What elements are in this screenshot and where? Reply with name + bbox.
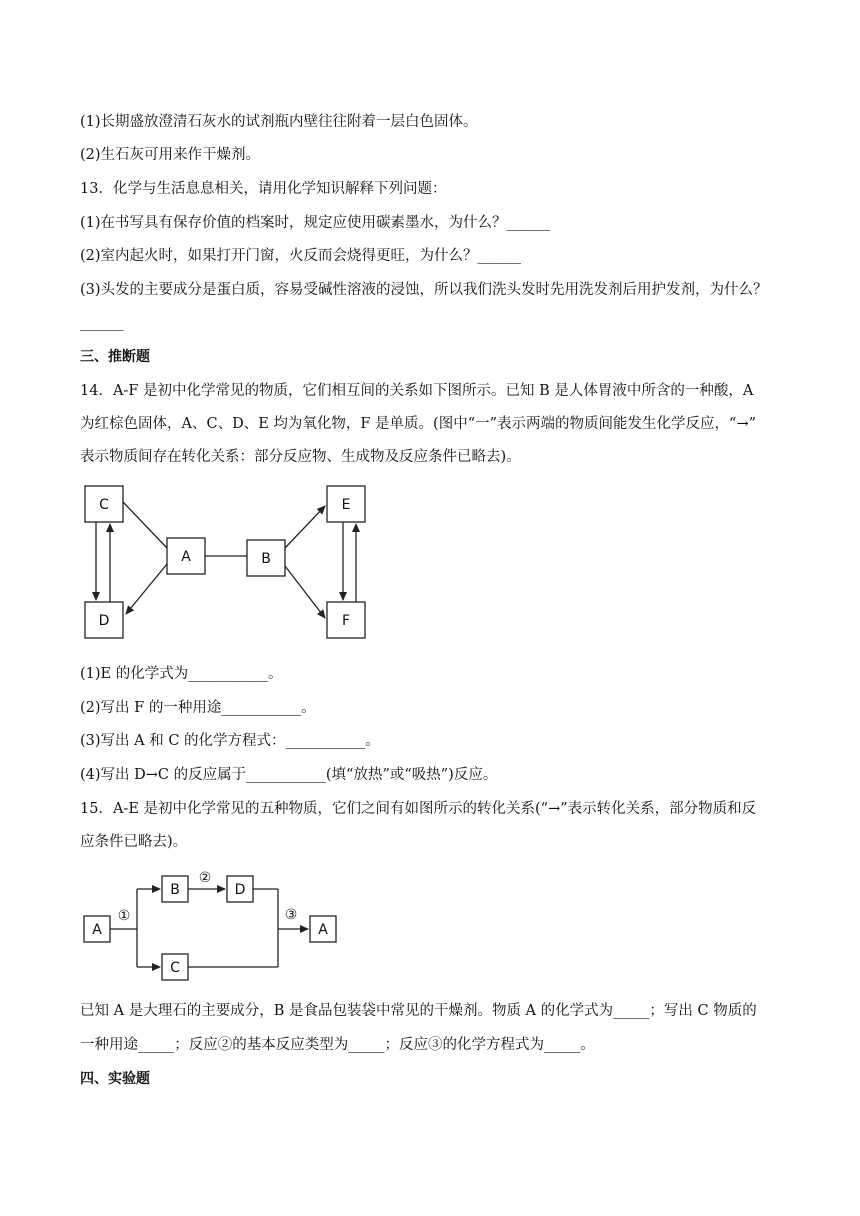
q14-node-e: E bbox=[341, 497, 351, 513]
q14-arrow-a-d bbox=[126, 564, 167, 614]
q15-stem-line1: 15．A-E 是初中化学常见的五种物质，它们之间有如图所示的转化关系(“→”表示转化关系，部分物质和反 bbox=[80, 801, 757, 817]
q14-node-a: A bbox=[181, 549, 191, 565]
q13-stem: 13．化学与生活息息相关，请用化学知识解释下列问题： bbox=[80, 181, 447, 197]
q14-node-f: F bbox=[341, 613, 351, 629]
q15-text-line1: 已知 A 是大理石的主要成分，B 是食品包装袋中常见的干燥剂。物质 A 的化学式为_____；写出 C 物质的 bbox=[80, 1003, 757, 1019]
q14-part2: (2)写出 F 的一种用途___________。 bbox=[80, 700, 316, 716]
q14-node-b: B bbox=[261, 551, 271, 567]
q14-part1: (1)E 的化学式为___________。 bbox=[80, 666, 283, 682]
q14-stem-line2: 为红棕色固体，A、C、D、E 均为氧化物，F 是单质。(图中“一”表示两端的物质间能发生化学反应，“→” bbox=[80, 416, 757, 432]
q15-label-reaction-2: ② bbox=[198, 870, 212, 886]
q14-link-c-a bbox=[123, 502, 167, 548]
q14-part3: (3)写出 A 和 C 的化学方程式：___________。 bbox=[80, 733, 380, 749]
q15-node-a: A bbox=[92, 922, 102, 938]
q12-part1: (1)长期盛放澄清石灰水的试剂瓶内壁往往附着一层白色固体。 bbox=[80, 114, 478, 130]
q15-node-d: D bbox=[234, 882, 246, 898]
q15-node-c: C bbox=[170, 960, 180, 976]
q13-part3: (3)头发的主要成分是蛋白质，容易受碱性溶液的浸蚀，所以我们洗头发时先用洗发剂后用护发剂，为什么？ bbox=[80, 282, 768, 298]
q14-arrow-b-f bbox=[285, 566, 325, 618]
q14-arrow-b-e bbox=[285, 506, 325, 548]
q15-stem-line2: 应条件已略去)。 bbox=[80, 834, 188, 850]
q12-part2: (2)生石灰可用来作干燥剂。 bbox=[80, 147, 261, 163]
q13-part2: (2)室内起火时，如果打开门窗，火反而会烧得更旺，为什么？______ bbox=[80, 248, 522, 264]
q13-part1: (1)在书写具有保存价值的档案时，规定应使用碳素墨水，为什么？______ bbox=[80, 215, 551, 231]
q15-node-b: B bbox=[170, 882, 180, 898]
q15-diagram bbox=[0, 862, 860, 986]
q13-part3-blank: ______ bbox=[80, 315, 124, 331]
q14-node-d: D bbox=[98, 613, 110, 629]
section-heading-inference: 三、推断题 bbox=[80, 349, 150, 365]
q14-node-c: C bbox=[99, 497, 109, 513]
section-heading-experiment: 四、实验题 bbox=[80, 1071, 150, 1087]
q14-diagram bbox=[0, 478, 860, 648]
q15-node-a2: A bbox=[318, 922, 328, 938]
q14-stem-line3: 表示物质间存在转化关系：部分反应物、生成物及反应条件已略去)。 bbox=[80, 449, 521, 465]
q15-label-reaction-3: ③ bbox=[284, 907, 298, 923]
q14-part4: (4)写出 D→C 的反应属于___________(填“放热”或“吸热”)反应。 bbox=[80, 767, 498, 783]
q15-label-reaction-1: ① bbox=[117, 908, 131, 924]
q14-stem-line1: 14．A-F 是初中化学常见的物质，它们相互间的关系如下图所示。已知 B 是人体胃液中所含的一种酸，A bbox=[80, 383, 754, 399]
q15-text-line2: 一种用途_____；反应②的基本反应类型为_____；反应③的化学方程式为_____。 bbox=[80, 1037, 595, 1053]
